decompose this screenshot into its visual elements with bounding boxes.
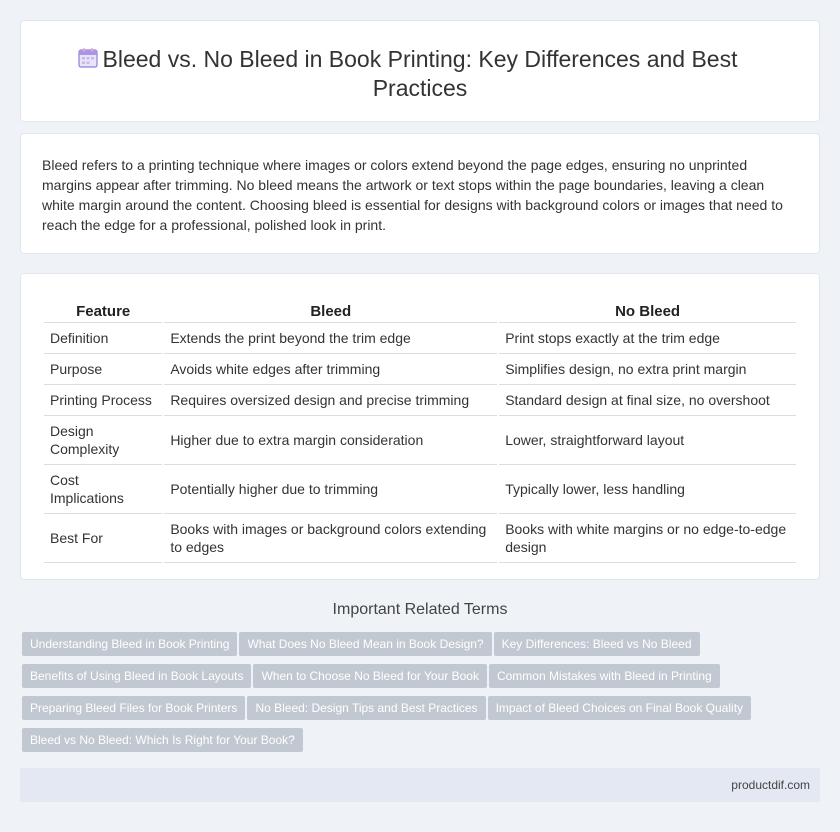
related-term-tag[interactable]: Impact of Bleed Choices on Final Book Quality bbox=[488, 696, 751, 720]
table-row bbox=[44, 323, 796, 354]
table-cell: Purpose bbox=[44, 354, 162, 385]
table-cell: Requires oversized design and precise trimming bbox=[164, 385, 497, 416]
table-cell: Best For bbox=[44, 514, 162, 563]
table-cell: Potentially higher due to trimming bbox=[164, 465, 497, 514]
table-cell: Higher due to extra margin consideration bbox=[164, 416, 497, 465]
table-cell: Simplifies design, no extra print margin bbox=[499, 354, 796, 385]
table-cell: Typically lower, less handling bbox=[499, 465, 796, 514]
intro-card bbox=[20, 133, 820, 254]
table-cell: Cost Implications bbox=[44, 465, 162, 514]
header-feature: Feature bbox=[44, 294, 162, 323]
table-row bbox=[44, 385, 796, 416]
related-term-tag[interactable]: Understanding Bleed in Book Printing bbox=[22, 632, 237, 656]
header-bleed: Bleed bbox=[164, 294, 497, 323]
page-title: Bleed vs. No Bleed in Book Printing: Key Differences and Best Practices bbox=[102, 46, 738, 101]
table-cell: Lower, straightforward layout bbox=[499, 416, 796, 465]
table-cell: Printing Process bbox=[44, 385, 162, 416]
footer bbox=[20, 768, 820, 802]
related-term-tag[interactable]: What Does No Bleed Mean in Book Design? bbox=[239, 632, 491, 656]
table-header-row bbox=[44, 294, 796, 323]
header-no-bleed: No Bleed bbox=[499, 294, 796, 323]
related-term-tag[interactable]: Bleed vs No Bleed: Which Is Right for Your Book? bbox=[22, 728, 303, 752]
table-row bbox=[44, 416, 796, 465]
intro-text: Bleed refers to a printing technique where images or colors extend beyond the page edges, ensuring no unprinted margins appear after trimming. No bleed means the artwork or text stops within the page boundaries, leaving a clean white margin around the content. Choosing bleed is essential for designs with background colors or images that need to reach the edge for a professional, polished look in print. bbox=[42, 157, 783, 233]
header-card bbox=[20, 20, 820, 122]
related-term-tag[interactable]: Preparing Bleed Files for Book Printers bbox=[22, 696, 245, 720]
related-terms-title: Important Related Terms bbox=[332, 601, 508, 618]
table-cell: Books with white margins or no edge-to-edge design bbox=[499, 514, 796, 563]
table-cell: Books with images or background colors extending to edges bbox=[164, 514, 497, 563]
related-term-tag[interactable]: Common Mistakes with Bleed in Printing bbox=[489, 664, 720, 688]
table-row bbox=[44, 354, 796, 385]
table-cell: Design Complexity bbox=[44, 416, 162, 465]
related-term-tag[interactable]: No Bleed: Design Tips and Best Practices bbox=[247, 696, 485, 720]
table-cell: Extends the print beyond the trim edge bbox=[164, 323, 497, 354]
comparison-card bbox=[20, 273, 820, 580]
related-term-tag[interactable]: When to Choose No Bleed for Your Book bbox=[253, 664, 486, 688]
table-cell: Standard design at final size, no overshoot bbox=[499, 385, 796, 416]
related-term-tag[interactable]: Key Differences: Bleed vs No Bleed bbox=[494, 632, 700, 656]
footer-site-link[interactable]: productdif.com bbox=[731, 778, 810, 792]
comparison-table bbox=[42, 294, 798, 563]
related-terms-list bbox=[22, 632, 812, 760]
related-term-tag[interactable]: Benefits of Using Bleed in Book Layouts bbox=[22, 664, 251, 688]
table-cell: Avoids white edges after trimming bbox=[164, 354, 497, 385]
table-cell: Print stops exactly at the trim edge bbox=[499, 323, 796, 354]
table-row bbox=[44, 514, 796, 563]
table-cell: Definition bbox=[44, 323, 162, 354]
table-row bbox=[44, 465, 796, 514]
